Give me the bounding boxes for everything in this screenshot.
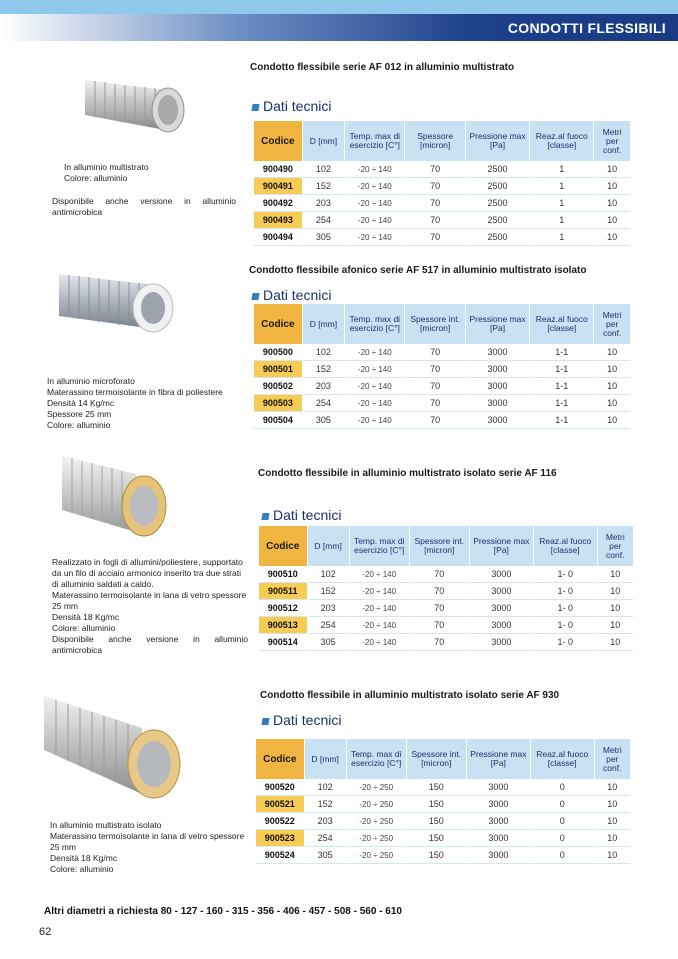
col-fuoco: Reaz.al fuoco [classe]: [530, 121, 593, 161]
cell-code: 900513: [259, 617, 307, 634]
section-title-af930: Condotto flessibile in alluminio multistrato isolato serie AF 930: [260, 690, 560, 701]
cell-temp: -20 ÷ 140: [350, 617, 409, 634]
desc-line: Spessore 25 mm: [47, 409, 112, 419]
cell-code: 900500: [254, 344, 302, 361]
col-codice: Codice: [254, 304, 302, 344]
cell-d: 254: [305, 830, 346, 847]
cell-f: 0: [531, 796, 594, 813]
table-body: [254, 161, 630, 246]
cell-p: 3000: [467, 779, 530, 796]
table-row: [254, 161, 630, 178]
cell-temp: -20 ÷ 140: [345, 229, 404, 246]
desc-line: In alluminio microforato: [47, 376, 135, 386]
dati-tecnici-heading: [252, 287, 331, 303]
section-title-af517: Condotto flessibile afonico serie AF 517 in alluminio multistrato isolato: [249, 265, 587, 276]
desc-line: Disponibile anche versione in alluminio: [52, 634, 248, 644]
col-diametro: D [mm]: [308, 526, 349, 566]
table-row: [254, 344, 630, 361]
col-spessore: Spessore int. [micron]: [410, 526, 469, 566]
cell-d: 203: [308, 600, 349, 617]
cell-d: 152: [303, 361, 344, 378]
cell-m: 10: [595, 830, 630, 847]
cell-d: 254: [303, 395, 344, 412]
col-codice: Codice: [259, 526, 307, 566]
col-pressione: Pressione max [Pa]: [466, 304, 529, 344]
bullet-icon: [261, 513, 269, 520]
desc-line: antimicrobica: [52, 645, 103, 655]
cell-m: 10: [594, 361, 630, 378]
cell-code: 900490: [254, 161, 302, 178]
cell-temp: -20 ÷ 250: [347, 779, 406, 796]
cell-p: 2500: [466, 161, 529, 178]
cell-d: 203: [303, 195, 344, 212]
dati-tecnici-heading: [262, 712, 341, 728]
duct-photo-af012: [80, 60, 190, 140]
cell-p: 3000: [470, 566, 533, 583]
cell-f: 0: [531, 847, 594, 864]
desc-line: Realizzato in fogli di allumini/poliestere, supportato: [52, 557, 243, 567]
spec-table-af930: [255, 739, 631, 864]
cell-d: 305: [303, 412, 344, 429]
cell-sp: 150: [407, 847, 466, 864]
cell-f: 1-1: [530, 361, 593, 378]
cell-code: 900521: [256, 796, 304, 813]
table-row: [254, 195, 630, 212]
page-number: 62: [39, 926, 52, 938]
cell-temp: -20 ÷ 140: [345, 195, 404, 212]
desc-line: Colore: alluminio: [50, 864, 114, 874]
cell-m: 10: [594, 344, 630, 361]
col-spessore: Spessore int. [micron]: [405, 304, 464, 344]
cell-f: 1-1: [530, 378, 593, 395]
table-body: [254, 344, 630, 429]
cell-m: 10: [594, 195, 630, 212]
cell-sp: 70: [405, 195, 464, 212]
cell-f: 1- 0: [534, 583, 597, 600]
cell-f: 1: [530, 178, 593, 195]
cell-sp: 70: [410, 600, 469, 617]
col-pressione: Pressione max [Pa]: [470, 526, 533, 566]
table-row: [259, 617, 633, 634]
cell-f: 1-1: [530, 412, 593, 429]
cell-f: 1-1: [530, 344, 593, 361]
table-row: [256, 779, 630, 796]
cell-temp: -20 ÷ 250: [347, 813, 406, 830]
col-temp: Temp. max di esercizio [C°]: [345, 304, 404, 344]
desc-line: In alluminio multistrato: [64, 162, 149, 172]
desc-line: da un filo di acciaio armonico inserito tra due strati: [52, 568, 241, 578]
cell-f: 1- 0: [534, 600, 597, 617]
col-temp: Temp. max di esercizio [C°]: [345, 121, 404, 161]
col-fuoco: Reaz.al fuoco [classe]: [534, 526, 597, 566]
desc-line: Materassino termoisolante in fibra di poliestere: [47, 387, 223, 397]
cell-p: 3000: [467, 830, 530, 847]
cell-code: 900501: [254, 361, 302, 378]
table-row: [256, 847, 630, 864]
col-codice: Codice: [256, 739, 304, 779]
cell-code: 900512: [259, 600, 307, 617]
cell-p: 3000: [467, 796, 530, 813]
col-diametro: D [mm]: [303, 304, 344, 344]
cell-d: 102: [308, 566, 349, 583]
col-pressione: Pressione max [Pa]: [466, 121, 529, 161]
cell-p: 3000: [466, 395, 529, 412]
table-body: [259, 566, 633, 651]
cell-code: 900510: [259, 566, 307, 583]
cell-d: 102: [303, 161, 344, 178]
cell-d: 203: [305, 813, 346, 830]
desc-line: di alluminio saldati a caldo.: [52, 579, 154, 589]
desc-line: Materassino termoisolante in lana di vetro spessore: [50, 831, 245, 841]
cell-m: 10: [595, 779, 630, 796]
cell-m: 10: [598, 566, 633, 583]
cell-temp: -20 ÷ 250: [347, 830, 406, 847]
dati-label: Dati tecnici: [273, 507, 342, 523]
desc-line: 25 mm: [52, 601, 78, 611]
cell-temp: -20 ÷ 250: [347, 847, 406, 864]
col-diametro: D [mm]: [303, 121, 344, 161]
col-fuoco: Reaz.al fuoco [classe]: [530, 304, 593, 344]
table-row: [259, 634, 633, 651]
cell-f: 1: [530, 161, 593, 178]
duct-photo-af116: [58, 452, 170, 542]
table-body: [256, 779, 630, 864]
cell-p: 3000: [466, 378, 529, 395]
cell-p: 2500: [466, 178, 529, 195]
cell-m: 10: [595, 796, 630, 813]
desc-line: Densità 18 Kg/mc: [50, 853, 118, 863]
cell-p: 3000: [470, 600, 533, 617]
spec-table-af012: [253, 121, 631, 246]
cell-p: 2500: [466, 195, 529, 212]
cell-sp: 70: [405, 229, 464, 246]
desc-line: Densità 14 Kg/mc: [47, 398, 115, 408]
cell-code: 900502: [254, 378, 302, 395]
cell-d: 305: [305, 847, 346, 864]
description-af517: [47, 376, 247, 431]
cell-p: 3000: [467, 813, 530, 830]
cell-temp: -20 ÷ 140: [345, 395, 404, 412]
col-diametro: D [mm]: [305, 739, 346, 779]
cell-p: 3000: [470, 634, 533, 651]
cell-f: 0: [531, 813, 594, 830]
table-row: [254, 395, 630, 412]
table-row: [254, 229, 630, 246]
cell-m: 10: [594, 212, 630, 229]
cell-sp: 70: [405, 344, 464, 361]
cell-f: 1- 0: [534, 617, 597, 634]
cell-code: 900494: [254, 229, 302, 246]
table-row: [254, 212, 630, 229]
col-temp: Temp. max di esercizio [C°]: [350, 526, 409, 566]
table-row: [256, 830, 630, 847]
table-row: [259, 583, 633, 600]
cell-temp: -20 ÷ 140: [345, 361, 404, 378]
cell-m: 10: [598, 600, 633, 617]
cell-temp: -20 ÷ 250: [347, 796, 406, 813]
header-title: CONDOTTI FLESSIBILI: [507, 20, 666, 36]
table-row: [259, 600, 633, 617]
cell-m: 10: [598, 634, 633, 651]
spec-table-af517: [253, 304, 631, 429]
table-row: [254, 412, 630, 429]
cell-temp: -20 ÷ 140: [345, 378, 404, 395]
desc-line: Densità 18 Kg/mc: [52, 612, 120, 622]
table-row: [256, 813, 630, 830]
cell-sp: 70: [410, 617, 469, 634]
desc-line: 25 mm: [50, 842, 76, 852]
description-af012: [52, 162, 236, 218]
desc-line: Colore: alluminio: [64, 173, 128, 183]
table-row: [254, 178, 630, 195]
cell-temp: -20 ÷ 140: [350, 634, 409, 651]
col-spessore: Spessore int. [micron]: [407, 739, 466, 779]
cell-m: 10: [595, 813, 630, 830]
cell-code: 900491: [254, 178, 302, 195]
cell-p: 3000: [466, 412, 529, 429]
desc-line: Colore: alluminio: [47, 420, 111, 430]
cell-sp: 150: [407, 830, 466, 847]
cell-code: 900492: [254, 195, 302, 212]
desc-line: antimicrobica: [52, 207, 103, 217]
bullet-icon: [251, 104, 259, 111]
cell-sp: 150: [407, 779, 466, 796]
cell-sp: 70: [405, 412, 464, 429]
cell-m: 10: [594, 395, 630, 412]
col-temp: Temp. max di esercizio [C°]: [347, 739, 406, 779]
col-pressione: Pressione max [Pa]: [467, 739, 530, 779]
cell-d: 102: [305, 779, 346, 796]
cell-f: 1- 0: [534, 566, 597, 583]
cell-m: 10: [594, 378, 630, 395]
cell-d: 152: [303, 178, 344, 195]
table-row: [259, 566, 633, 583]
desc-line: Disponibile anche versione in alluminio: [52, 196, 236, 206]
duct-photo-af930: [42, 688, 184, 804]
cell-m: 10: [594, 178, 630, 195]
table-row: [254, 378, 630, 395]
cell-d: 102: [303, 344, 344, 361]
cell-code: 900503: [254, 395, 302, 412]
page-header: [0, 14, 678, 41]
top-accent-bar: [0, 0, 678, 14]
bullet-icon: [261, 718, 269, 725]
cell-sp: 70: [405, 178, 464, 195]
dati-label: Dati tecnici: [263, 98, 332, 114]
dati-tecnici-heading: [262, 507, 341, 523]
cell-f: 1- 0: [534, 634, 597, 651]
cell-p: 3000: [467, 847, 530, 864]
col-fuoco: Reaz.al fuoco [classe]: [531, 739, 594, 779]
col-metri: Metri per conf.: [595, 739, 630, 779]
section-title-af012: Condotto flessibile serie AF 012 in alluminio multistrato: [250, 62, 515, 73]
cell-p: 3000: [466, 344, 529, 361]
cell-sp: 70: [410, 583, 469, 600]
cell-sp: 70: [405, 212, 464, 229]
desc-line: Materassino termoisolante in lana di vetro spessore: [52, 590, 247, 600]
other-diameters-note: Altri diametri a richiesta 80 - 127 - 160 - 315 - 356 - 406 - 457 - 508 - 560 - 610: [44, 906, 402, 917]
dati-tecnici-heading: [252, 98, 331, 114]
col-spessore: Spessore [micron]: [405, 121, 464, 161]
bullet-icon: [251, 293, 259, 300]
cell-d: 305: [308, 634, 349, 651]
cell-f: 0: [531, 779, 594, 796]
cell-d: 254: [308, 617, 349, 634]
cell-f: 1: [530, 212, 593, 229]
cell-code: 900523: [256, 830, 304, 847]
description-af930: [50, 820, 246, 875]
cell-temp: -20 ÷ 140: [345, 161, 404, 178]
cell-temp: -20 ÷ 140: [345, 212, 404, 229]
cell-sp: 70: [405, 378, 464, 395]
dati-label: Dati tecnici: [263, 287, 332, 303]
col-codice: Codice: [254, 121, 302, 161]
col-metri: Metri per conf.: [598, 526, 633, 566]
cell-temp: -20 ÷ 140: [345, 412, 404, 429]
cell-code: 900522: [256, 813, 304, 830]
cell-p: 3000: [470, 617, 533, 634]
section-title-af116: Condotto flessibile in alluminio multistrato isolato serie AF 116: [258, 468, 557, 479]
cell-code: 900524: [256, 847, 304, 864]
col-metri: Metri per conf.: [594, 121, 630, 161]
duct-photo-af517: [57, 268, 177, 340]
cell-d: 254: [303, 212, 344, 229]
cell-code: 900504: [254, 412, 302, 429]
cell-m: 10: [598, 617, 633, 634]
cell-temp: -20 ÷ 140: [345, 178, 404, 195]
cell-sp: 70: [410, 634, 469, 651]
cell-m: 10: [594, 161, 630, 178]
cell-d: 152: [308, 583, 349, 600]
cell-temp: -20 ÷ 140: [350, 566, 409, 583]
cell-d: 203: [303, 378, 344, 395]
cell-temp: -20 ÷ 140: [350, 600, 409, 617]
cell-sp: 150: [407, 813, 466, 830]
cell-sp: 70: [410, 566, 469, 583]
cell-f: 1: [530, 229, 593, 246]
cell-sp: 70: [405, 361, 464, 378]
cell-f: 0: [531, 830, 594, 847]
cell-d: 305: [303, 229, 344, 246]
cell-code: 900511: [259, 583, 307, 600]
cell-sp: 70: [405, 161, 464, 178]
table-row: [256, 796, 630, 813]
cell-sp: 150: [407, 796, 466, 813]
desc-line: Colore: alluminio: [52, 623, 116, 633]
cell-code: 900520: [256, 779, 304, 796]
cell-m: 10: [595, 847, 630, 864]
description-af116: [52, 557, 248, 656]
cell-m: 10: [594, 229, 630, 246]
col-metri: Metri per conf.: [594, 304, 630, 344]
cell-temp: -20 ÷ 140: [345, 344, 404, 361]
desc-line: In alluminio multistrato isolato: [50, 820, 162, 830]
cell-code: 900514: [259, 634, 307, 651]
cell-temp: -20 ÷ 140: [350, 583, 409, 600]
cell-d: 152: [305, 796, 346, 813]
table-row: [254, 361, 630, 378]
cell-p: 3000: [470, 583, 533, 600]
cell-p: 2500: [466, 229, 529, 246]
cell-sp: 70: [405, 395, 464, 412]
cell-f: 1: [530, 195, 593, 212]
spec-table-af116: [258, 526, 634, 651]
cell-m: 10: [594, 412, 630, 429]
cell-p: 3000: [466, 361, 529, 378]
cell-f: 1-1: [530, 395, 593, 412]
cell-m: 10: [598, 583, 633, 600]
cell-p: 2500: [466, 212, 529, 229]
cell-code: 900493: [254, 212, 302, 229]
dati-label: Dati tecnici: [273, 712, 342, 728]
